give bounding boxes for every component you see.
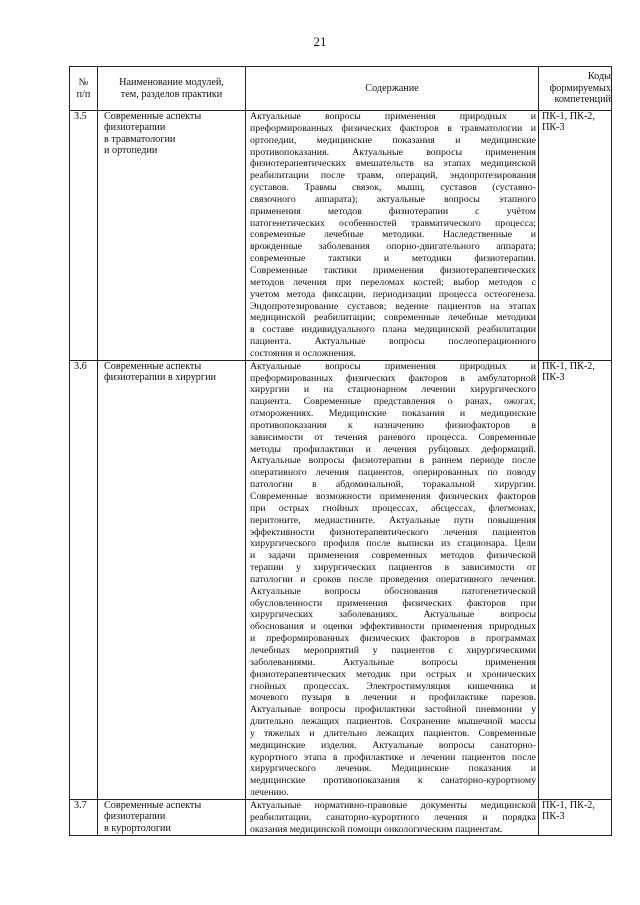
content-line: терапии у хирургических пациентов в зависимости от bbox=[250, 562, 536, 574]
header-number bbox=[70, 67, 98, 111]
competency-code-line: ПК-3 bbox=[542, 372, 565, 384]
content-line: суставов. Травмы связок, мышц, суставов (суставно- bbox=[250, 182, 536, 194]
competency-codes bbox=[539, 360, 612, 799]
content-line: лечению. bbox=[250, 787, 289, 799]
content-line: хирургии и на стационарном лечении хирургического bbox=[250, 384, 536, 396]
content-line: медицинской реабилитации; современные лечебные методики bbox=[250, 312, 536, 324]
content-line: эффективности физиотерапевтического лечения пациентов bbox=[250, 526, 536, 538]
competency-code-line: ПК-1, ПК-2, bbox=[542, 111, 595, 122]
content-line: современные лечебные методики. Наследственные и bbox=[250, 229, 536, 241]
table-header-row bbox=[70, 67, 612, 111]
content-line: Актуальные вопросы применения природных и bbox=[250, 111, 536, 122]
content-cell bbox=[246, 799, 539, 836]
content-line: и преформированных физических факторов в программах bbox=[250, 633, 536, 645]
content-line: Актуальные вопросы обоснования патогенетической bbox=[250, 585, 536, 597]
content-line: врожденные заболевания опорно-двигательного аппарата; bbox=[250, 241, 536, 253]
module-name-line: Современные аспекты bbox=[104, 799, 202, 811]
content-line: заболеваниями. Актуальные вопросы применения bbox=[250, 656, 536, 668]
content-line: зависимости от течения раневого процесса. Современные bbox=[250, 431, 536, 443]
content-line: пациента. Актуальные вопросы послеоперационного bbox=[250, 336, 536, 348]
module-name-line: и ортопедии bbox=[104, 145, 158, 157]
content-line: медицинские изделия. Актуальные вопросы санаторно- bbox=[250, 739, 536, 751]
page-number: 21 bbox=[313, 34, 327, 49]
content-line: Современные возможности применения физических факторов bbox=[250, 491, 536, 502]
content-line: ортопедии, медицинские показания и медицинские bbox=[250, 134, 536, 146]
header-codes-line: формируемых bbox=[549, 82, 611, 94]
header-module-line: тем, разделов практики bbox=[120, 88, 223, 100]
content-line: методы профилактики и лечения рубцовых деформаций. bbox=[250, 443, 536, 455]
table-row bbox=[70, 799, 612, 836]
content-line: учетом метода фиксации, периодизации процесса остеогенеза. bbox=[250, 288, 536, 300]
content-line: методов лечения при переломах костей; выбор методов с bbox=[250, 276, 536, 288]
content-line: физиотерапевтических вмешательств на этапах медицинской bbox=[250, 158, 536, 170]
content-line: оперативного лечения пациентов, оперированных по поводу bbox=[250, 467, 536, 479]
content-line: медицинские противопоказания к санаторно-курортному bbox=[250, 775, 536, 787]
competency-code-line: ПК-3 bbox=[542, 811, 565, 823]
content-line: хирургического профиля после выписки из стационара. Цели bbox=[250, 538, 536, 550]
content-line: патологии в абдоминальной, торакальной хирургии. bbox=[250, 479, 536, 491]
content-line: обусловленности применения физических факторов при bbox=[250, 597, 536, 609]
content-line: Современные тактики применения физиотерапевтических bbox=[250, 264, 536, 276]
table-row bbox=[70, 360, 612, 799]
content-line: Актуальные вопросы профилактики застойной пневмонии у bbox=[250, 704, 536, 716]
content-line: Актуальные вопросы физиотерапии в раннем периоде после bbox=[250, 455, 536, 467]
content-line: патологии и сроков после проведения оперативного лечения. bbox=[250, 573, 536, 585]
content-line: применения методов физиотерапии с учётом bbox=[250, 205, 536, 217]
content-line: при острых гнойных процессах, абсцессах, флегмонах, bbox=[250, 502, 536, 514]
content-line: противопоказания к назначению физиофакторов в bbox=[250, 419, 536, 431]
content-line: состояния и осложнения. bbox=[250, 347, 356, 359]
content-line: реабилитации после травм, операций, эндопротезирования bbox=[250, 170, 536, 182]
competency-codes bbox=[539, 799, 612, 836]
competency-code-line: ПК-3 bbox=[542, 122, 565, 134]
content-line: курортного этапа в профилактике и лечении пациентов после bbox=[250, 751, 536, 763]
content-line: хирургических заболеваниях. Актуальные вопросы bbox=[250, 609, 536, 621]
header-codes bbox=[539, 67, 612, 111]
content-line: пациента. Современные представления о ранах, ожогах, bbox=[250, 396, 536, 408]
content-line: физиотерапевтических методик при острых и хронических bbox=[250, 668, 536, 680]
competency-code-line: ПК-1, ПК-2, bbox=[542, 360, 595, 372]
module-name-line: Современные аспекты bbox=[104, 111, 202, 122]
header-module-name bbox=[98, 67, 246, 111]
content-line: патогенетических особенностей травматического процесса; bbox=[250, 217, 536, 229]
module-name-line: в курортологии bbox=[104, 822, 171, 834]
content-cell bbox=[246, 360, 539, 799]
header-codes-line: Коды bbox=[587, 71, 611, 83]
content-line: гнойных процессах. Электростимуляция кишечника и bbox=[250, 680, 536, 692]
content-line: Актуальные нормативно-правовые документы медицинской bbox=[250, 799, 536, 811]
module-name bbox=[98, 360, 246, 799]
module-name-line: Современные аспекты bbox=[104, 360, 202, 372]
content-line: у тяжелых и длительно лежащих пациентов. Современные bbox=[250, 727, 536, 739]
module-name-line: физиотерапии bbox=[104, 811, 166, 823]
content-line: перитоните, медиастините. Актуальные пути повышения bbox=[250, 514, 536, 526]
content-line: Актуальные вопросы применения природных и bbox=[250, 360, 536, 372]
curriculum-table bbox=[69, 66, 612, 836]
content-line: длительно лежащих пациентов. Сохранение мышечной массы bbox=[250, 716, 536, 728]
content-line: в составе индивидуального плана медицинской реабилитации bbox=[250, 324, 536, 336]
module-name-line: физиотерапии bbox=[104, 122, 166, 134]
content-line: современные тактики и методики физиотерапии. bbox=[250, 253, 536, 265]
content-cell bbox=[246, 111, 539, 361]
header-number-line: № bbox=[78, 77, 89, 89]
row-number: 3.7 bbox=[70, 799, 98, 836]
content-line: связочного аппарата); актуальные вопросы этапного bbox=[250, 193, 536, 205]
content-line: оказания медицинской помощи онкологическим пациентам. bbox=[250, 823, 503, 835]
content-line: обоснования и оценки эффективности применения природных bbox=[250, 621, 536, 633]
content-line: противопоказания. Актуальные вопросы применения bbox=[250, 146, 536, 158]
header-content: Содержание bbox=[246, 67, 539, 111]
row-number: 3.6 bbox=[70, 360, 98, 799]
row-number: 3.5 bbox=[70, 111, 98, 361]
content-line: хирургического лечения. Медицинские показания и bbox=[250, 763, 536, 775]
content-line: реабилитации, санаторно-курортного лечения и порядка bbox=[250, 811, 536, 823]
header-codes-line: компетенций bbox=[554, 94, 611, 106]
content-line: и задачи применения современных методов физической bbox=[250, 550, 536, 562]
content-line: Эндопротезирование суставов; ведение пациентов на этапах bbox=[250, 300, 536, 312]
content-line: преформированных физических факторов в травматологии и bbox=[250, 122, 536, 134]
module-name bbox=[98, 111, 246, 361]
header-module-line: Наименование модулей, bbox=[119, 77, 224, 89]
competency-codes bbox=[539, 111, 612, 361]
content-line: мочевого пузыря в лечении и профилактике парезов. bbox=[250, 692, 536, 704]
content-line: отморожениях. Медицинские показания и медицинские bbox=[250, 408, 536, 420]
content-line: преформированных физических факторов в амбулаторной bbox=[250, 372, 536, 384]
table-row bbox=[70, 111, 612, 361]
header-number-line: п/п bbox=[76, 88, 91, 100]
content-line: лечебных мероприятий у пациентов с хирургическими bbox=[250, 644, 536, 656]
module-name-line: физиотерапии в хирургии bbox=[104, 372, 216, 384]
module-name bbox=[98, 799, 246, 836]
module-name-line: в травматологии bbox=[104, 133, 176, 145]
competency-code-line: ПК-1, ПК-2, bbox=[542, 799, 595, 811]
